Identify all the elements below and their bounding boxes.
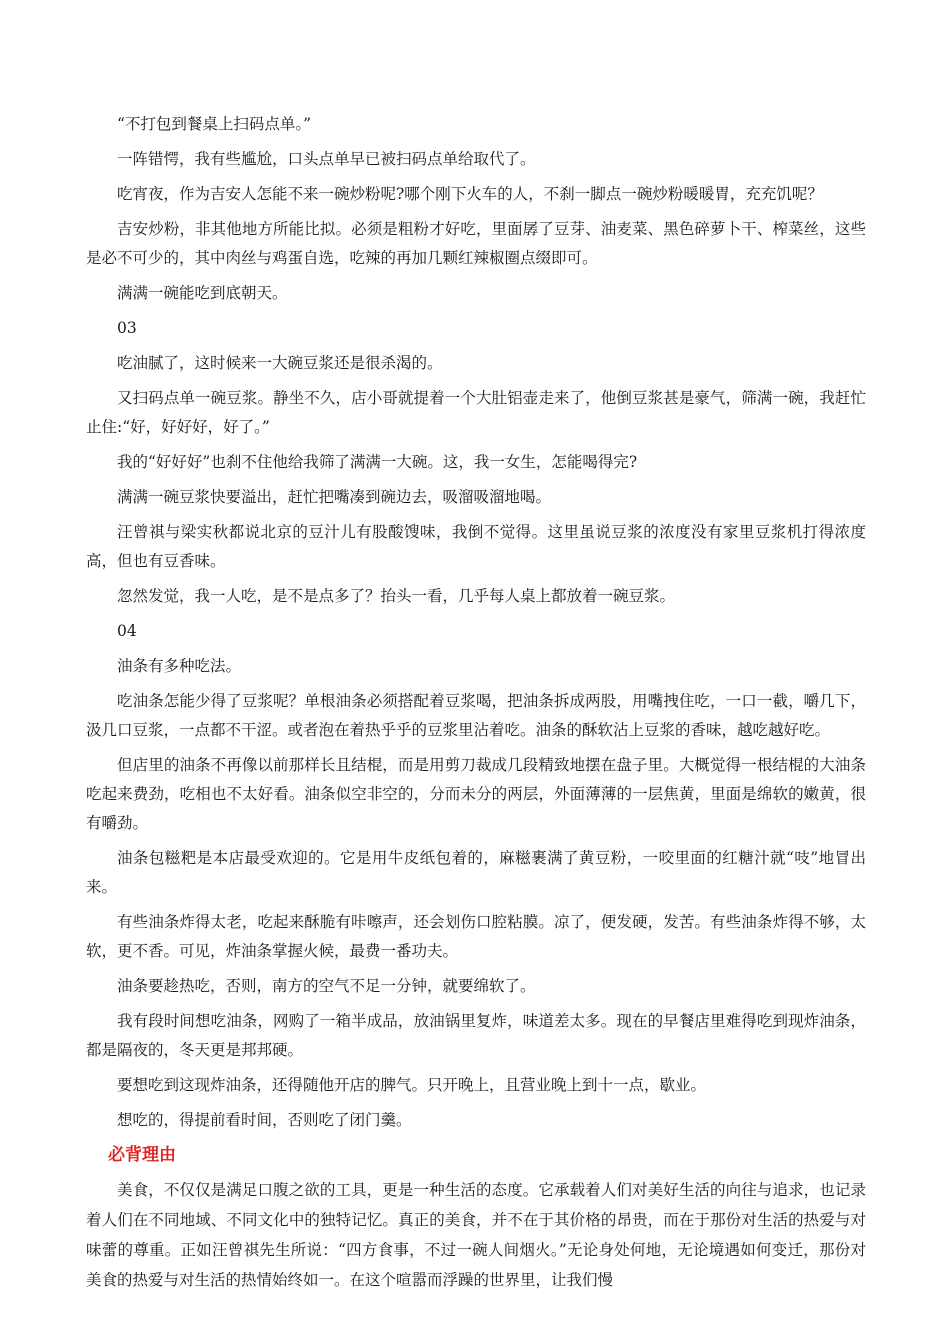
paragraph: 有些油条炸得太老，吃起来酥脆有咔嚓声，还会划伤口腔粘膜。凉了，便发硬，发苦。有些油条炸得不够，太软，更不香。可见，炸油条掌握火候，最费一番功夫。 (86, 913, 866, 960)
paragraph: 吉安炒粉，非其他地方所能比拟。必须是粗粉才好吃，里面孱了豆芽、油麦菜、黑色碎萝卜干、榨菜丝，这些是必不可少的，其中肉丝与鸡蛋自选，吃辣的再加几颗红辣椒圈点缀即可。 (86, 220, 866, 267)
document-body (86, 110, 866, 1295)
paragraph: 03 (117, 319, 137, 337)
paragraph: 一阵错愕，我有些尴尬，口头点单早已被扫码点单给取代了。 (117, 150, 536, 168)
paragraph: 汪曾祺与梁实秋都说北京的豆汁儿有股酸馊味，我倒不觉得。这里虽说豆浆的浓度没有家里豆浆机打得浓度高，但也有豆香味。 (86, 523, 866, 570)
paragraph: 满满一碗豆浆快要溢出，赶忙把嘴凑到碗边去，吸溜吸溜地喝。 (117, 488, 552, 506)
paragraph: 04 (117, 622, 137, 640)
paragraph: “不打包到餐桌上扫码点单。” (117, 115, 312, 133)
paragraph: 吃油腻了，这时候来一大碗豆浆还是很杀渴的。 (117, 354, 443, 372)
reason-paragraph: 美食，不仅仅是满足口腹之欲的工具，更是一种生活的态度。它承载着人们对美好生活的向往与追求，也记录着人们在不同地域、不同文化中的独特记忆。真正的美食，并不在于其价格的昂贵，而在于那份对生活的热爱与对味蕾的尊重。正如汪曾祺先生所说：“四方食事，不过一碗人间烟火。”无论身处何地，无论境遇如何变迁，那份对美食的热爱与对生活的热情始终如一。在这个喧嚣而浮躁的世界里，让我们慢 (86, 1181, 866, 1289)
paragraph: 油条要趁热吃，否则，南方的空气不足一分钟，就要绵软了。 (117, 977, 536, 995)
paragraph: 但店里的油条不再像以前那样长且结棍，而是用剪刀裁成几段精致地摆在盘子里。大概觉得一根结棍的大油条吃起来费劲，吃相也不太好看。油条似空非空的，分而未分的两层，外面薄薄的一层焦黄，里面是绵软的嫩黄，很有嚼劲。 (86, 756, 866, 832)
essay-text (86, 110, 866, 1135)
paragraph: 吃油条怎能少得了豆浆呢？单根油条必须搭配着豆浆喝，把油条拆成两股，用嘴拽住吃，一口一截，嚼几下，汲几口豆浆，一点都不干涩。或者泡在着热乎乎的豆浆里沾着吃。油条的酥软沾上豆浆的香味，越吃越好吃。 (86, 692, 866, 739)
paragraph: 吃宵夜，作为吉安人怎能不来一碗炒粉呢?哪个刚下火车的人，不刹一脚点一碗炒粉暖暖胃，充充饥呢？ (117, 185, 823, 203)
paragraph: 我有段时间想吃油条，网购了一箱半成品，放油锅里复炸，味道差太多。现在的早餐店里难得吃到现炸油条，都是隔夜的，冬天更是邦邦硬。 (86, 1012, 866, 1059)
paragraph: 油条包糍粑是本店最受欢迎的。它是用牛皮纸包着的，麻糍裹满了黄豆粉，一咬里面的红糖汁就“吱”地冒出来。 (86, 849, 866, 896)
reason-section (86, 1175, 866, 1295)
paragraph: 又扫码点单一碗豆浆。静坐不久，店小哥就提着一个大肚铝壶走来了，他倒豆浆甚是豪气，筛满一碗，我赶忙止住:“好，好好好，好了。” (86, 389, 866, 436)
paragraph: 油条有多种吃法。 (117, 657, 242, 675)
paragraph: 忽然发觉，我一人吃，是不是点多了？抬头一看，几乎每人桌上都放着一碗豆浆。 (117, 587, 676, 605)
paragraph: 满满一碗能吃到底朝天。 (117, 284, 288, 302)
section-heading-reason: 必背理由 (108, 1145, 176, 1165)
paragraph: 想吃的，得提前看时间，否则吃了闭门羹。 (117, 1111, 412, 1129)
paragraph: 我的“好好好”也刹不住他给我筛了满满一大碗。这，我一女生，怎能喝得完? (117, 453, 638, 471)
paragraph: 要想吃到这现炸油条，还得随他开店的脾气。只开晚上，且营业晚上到十一点，歇业。 (117, 1076, 707, 1094)
